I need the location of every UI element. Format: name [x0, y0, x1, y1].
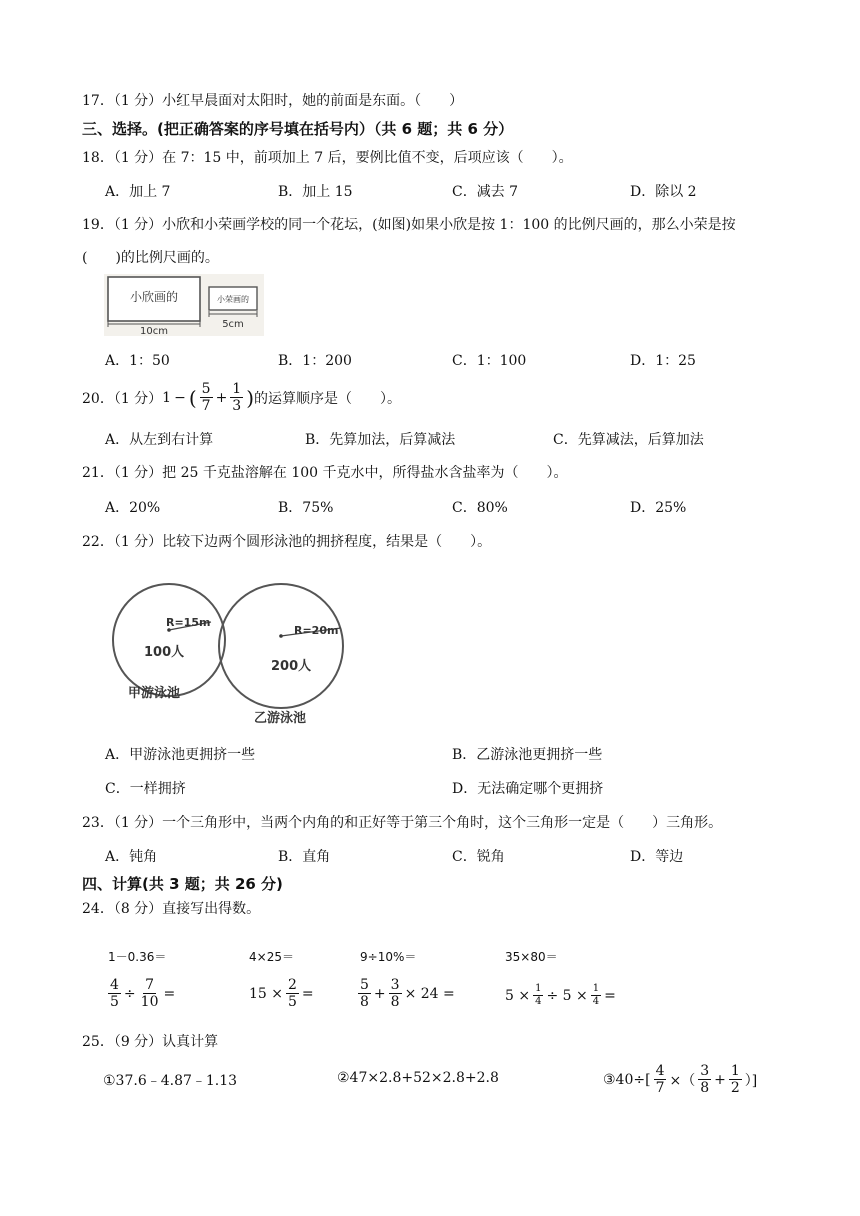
q19-option-a[interactable]: A．1：50 [105, 353, 170, 369]
section-3-title: 三、选择。(把正确答案的序号填在括号内）（共 6 题；共 6 分） [82, 120, 514, 138]
xiaorong-length-label: 5cm [222, 319, 244, 330]
pool-a-radius-label: R=15m [166, 616, 211, 629]
q18-option-c[interactable]: C．减去 7 [452, 184, 519, 200]
swimming-pools-figure [106, 562, 356, 732]
q19-option-b[interactable]: B．1：200 [278, 353, 352, 369]
pool-a-name: 甲游泳池 [128, 686, 181, 701]
q23-option-c[interactable]: C．锐角 [452, 849, 505, 865]
xiaoxin-drawing-label: 小欣画的 [129, 290, 179, 304]
q20-close-paren: ) [246, 385, 255, 410]
question-25: 25．（9 分）认真计算 [82, 1034, 219, 1050]
q22-option-d[interactable]: D．无法确定哪个更拥挤 [452, 781, 604, 797]
question-22: 22．（1 分）比较下边两个圆形泳池的拥挤程度，结果是（ ）。 [82, 534, 492, 550]
pool-b-people-label: 200人 [271, 659, 312, 674]
q20-fraction-2: $\frac{1}{3}$ [232, 381, 242, 414]
q19-option-c[interactable]: C．1：100 [452, 353, 527, 369]
q18-option-d[interactable]: D．除以 2 [630, 184, 697, 200]
q25-item-3: ③40÷[ $\frac{4}{7}$ ×（ $\frac{3}{8}$ + $\frac{1}{2}$ ）] [603, 1063, 758, 1096]
q20-option-c[interactable]: C．先算减法，后算加法 [553, 432, 704, 448]
scale-drawing-figure [104, 274, 264, 336]
question-19-line1: 19．（1 分）小欣和小荣画学校的同一个花坛，(如图)如果小欣是按 1：100 的比例尺画的，那么小荣是按 [82, 217, 736, 233]
q24-calc-8: 5 × $\frac{1}{4}$ ÷ 5 × $\frac{1}{4}$ = [505, 983, 616, 1007]
q20-expression [162, 382, 254, 413]
q23-option-a[interactable]: A．钝角 [105, 849, 158, 865]
q24-calc-3: 9÷10%＝ [360, 950, 417, 964]
q20-open-paren: ( [188, 385, 197, 410]
q21-option-b[interactable]: B．75% [278, 500, 334, 516]
question-21: 21．（1 分）把 25 千克盐溶解在 100 千克水中，所得盐水含盐率为（ ）。 [82, 465, 568, 481]
q25-item-2: ②47×2.8+52×2.8+2.8 [337, 1070, 499, 1086]
pool-b-radius-label: R=20m [294, 624, 339, 637]
q20-suffix: 的运算顺序是（ ）。 [254, 390, 402, 407]
q23-option-b[interactable]: B．直角 [278, 849, 331, 865]
q24-calc-4: 35×80＝ [505, 950, 558, 964]
question-24: 24．（8 分）直接写出得数。 [82, 901, 261, 917]
q24-calc-7: $\frac{5}{8}$ + $\frac{3}{8}$ × 24 = [360, 977, 455, 1010]
q20-minus: − [174, 389, 186, 406]
q24-calc-6: 15 × $\frac{2}{5}$ = [249, 977, 314, 1010]
q25-item-1: ①37.6﹣4.87﹣1.13 [103, 1073, 238, 1089]
q20-plus: + [215, 389, 228, 406]
q24-calc-5: $\frac{4}{5}$ ÷ $\frac{7}{10}$ = [110, 977, 176, 1010]
question-18: 18．（1 分）在 7：15 中，前项加上 7 后，要例比值不变，后项应该（ ）。 [82, 150, 573, 166]
q24-calc-1: 1－0.36＝ [108, 950, 167, 964]
pool-b-name: 乙游泳池 [254, 711, 307, 726]
question-17: 17．（1 分）小红早晨面对太阳时，她的前面是东面。（ ） [82, 93, 464, 109]
section-4-title: 四、计算(共 3 题；共 26 分) [82, 875, 283, 893]
q21-option-d[interactable]: D．25% [630, 500, 687, 516]
q22-option-b[interactable]: B．乙游泳池更拥挤一些 [452, 747, 603, 763]
question-23: 23．（1 分）一个三角形中，当两个内角的和正好等于第三个角时，这个三角形一定是（ ）三角形。 [82, 815, 723, 831]
q21-option-a[interactable]: A．20% [105, 500, 161, 516]
pool-a-people-label: 100人 [144, 645, 185, 660]
q19-option-d[interactable]: D．1：25 [630, 353, 696, 369]
q20-one: 1 [162, 389, 172, 406]
q20-option-a[interactable]: A．从左到右计算 [105, 432, 214, 448]
q22-option-a[interactable]: A．甲游泳池更拥挤一些 [105, 747, 256, 763]
q22-option-c[interactable]: C．一样拥挤 [105, 781, 186, 797]
q24-calc-2: 4×25＝ [249, 950, 294, 964]
q18-option-b[interactable]: B．加上 15 [278, 184, 353, 200]
xiaorong-drawing-label: 小荣画的 [217, 295, 249, 304]
q21-option-c[interactable]: C．80% [452, 500, 508, 516]
q20-prefix: 20．（1 分） [82, 390, 163, 407]
question-19-line2: ( )的比例尺画的。 [82, 250, 219, 266]
q20-fraction-1: $\frac{5}{7}$ [201, 381, 211, 414]
question-20 [82, 382, 401, 413]
q20-option-b[interactable]: B．先算加法，后算减法 [305, 432, 456, 448]
q23-option-d[interactable]: D．等边 [630, 849, 684, 865]
xiaoxin-length-label: 10cm [140, 326, 168, 336]
q18-option-a[interactable]: A．加上 7 [105, 184, 171, 200]
